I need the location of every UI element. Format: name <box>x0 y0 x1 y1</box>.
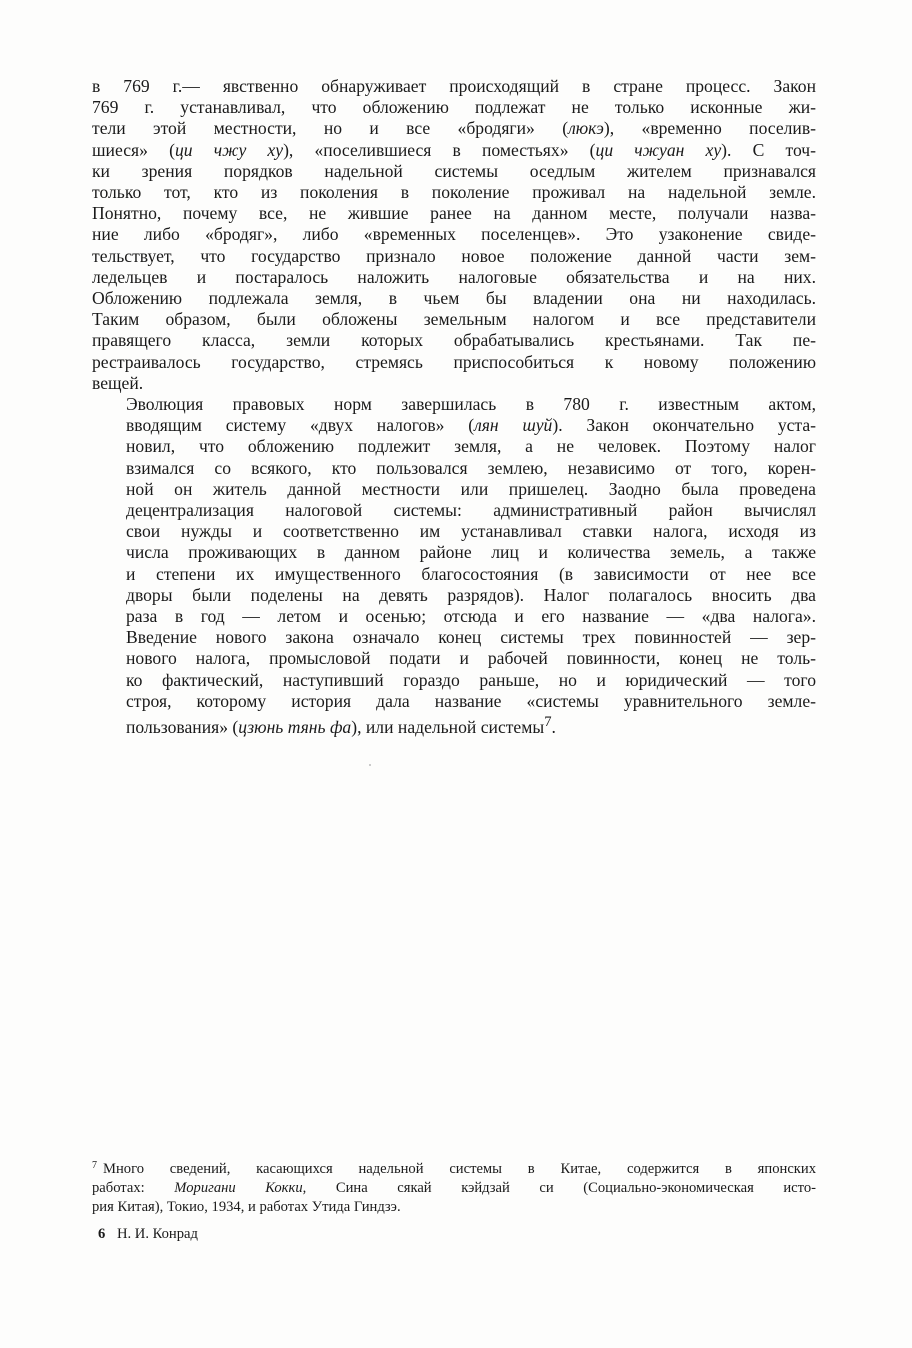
signature-number: 6 <box>98 1226 106 1242</box>
text-line: вводящим систему «двух налогов» (лян шуй). Закон окончательно уста- <box>126 415 817 436</box>
text-line: правящего класса, земли которых обрабатывались крестьянами. Так пе- <box>92 330 816 351</box>
text-line: тельствует, что государство признало новое положение данной части зем- <box>92 245 816 266</box>
text-line: Таким образом, были обложены земельным налогом и все представители <box>92 309 816 330</box>
text-line: ние либо «бродяг», либо «временных поселенцев». Это узаконение свиде- <box>92 224 816 245</box>
text-line: ки зрения порядков надельной системы оседлым жителем признавался <box>92 160 816 181</box>
text-line: свои нужды и соответственно им устанавливал ставки налога, исходя из <box>126 521 816 542</box>
text-line: Обложению подлежала земля, в чьем бы владении она ни находилась. <box>92 288 816 309</box>
text-line: дворы были поделены на девять разрядов). Налог полагалось вносить два <box>126 584 816 605</box>
text-line: тели этой местности, но и все «бродяги» (люкэ), «временно поселив- <box>92 118 816 139</box>
text-line: децентрализация налоговой системы: административный район вычислял <box>126 500 816 521</box>
text-line: нового налога, промысловой подати и рабочей повинности, конец не толь- <box>126 648 816 669</box>
text-line: Понятно, почему все, не жившие ранее на данном месте, получали назва- <box>92 203 816 224</box>
footnote-line: рия Китая), Токио, 1934, и работах Утида Гиндзэ. <box>92 1199 401 1216</box>
text-line: строя, которому история дала название «системы уравнительного земле- <box>126 690 816 711</box>
text-line: пользования» (цзюнь тянь фа), или надельной системы$^7$. <box>126 714 556 737</box>
text-line: ко фактический, наступивший гораздо раньше, но и юридический — того <box>126 669 816 690</box>
footnote-mark: 7 <box>92 1160 97 1171</box>
text-line: только тот, кто из поколения в поколение проживал на надельной земле. <box>92 182 816 203</box>
page-signature <box>98 1226 198 1243</box>
paragraph-1 <box>92 76 816 394</box>
text-line: рестраивалось государство, стремясь приспособиться к новому положению <box>92 351 816 372</box>
footnote <box>92 1156 816 1218</box>
text-line: 769 г. устанавливал, что обложению подлежат не только исконные жи- <box>92 97 816 118</box>
paragraph-2 <box>92 394 816 738</box>
text-line: в 769 г.— явственно обнаруживает происходящий в стране процесс. Закон <box>92 76 816 96</box>
signature-author: Н. И. Конрад <box>116 1226 198 1242</box>
text-line: и степени их имущественного благосостояния (в зависимости от нее все <box>126 563 816 584</box>
text-line: раза в год — летом и осенью; отсюда и его название — «два налога». <box>126 606 816 627</box>
text-line: Эволюция правовых норм завершилась в 780 г. известным актом, <box>126 394 816 415</box>
main-text <box>92 76 816 738</box>
footnote-line: работах: Моригани Кокки, Сина сякай кэйдзай си (Социально-экономическая исто- <box>92 1180 816 1197</box>
text-line: числа проживающих в данном районе лиц и количества земель, а также <box>126 542 816 563</box>
text-line: вещей. <box>92 372 144 393</box>
text-line: Введение нового закона означало конец системы трех повинностей — зер- <box>126 627 816 648</box>
footnote-line: $^7$ Много сведений, касающихся надельной системы в Китае, содержится в японских <box>92 1160 816 1177</box>
text-line: взимался со всякого, кто пользовался землею, независимо от того, корен- <box>126 457 816 478</box>
text-line: новил, что обложению подлежит земля, а не человек. Поэтому налог <box>126 436 816 457</box>
text-line: шиеся» (ци чжу ху), «поселившиеся в поместьях» (ци чжуан ху). С точ- <box>92 139 816 160</box>
text-line: ной он житель данной местности или пришелец. Заодно была проведена <box>126 478 816 499</box>
text-line: ледельцев и постаралось наложить налоговые обязательства и на них. <box>92 266 816 287</box>
speck <box>369 764 371 766</box>
